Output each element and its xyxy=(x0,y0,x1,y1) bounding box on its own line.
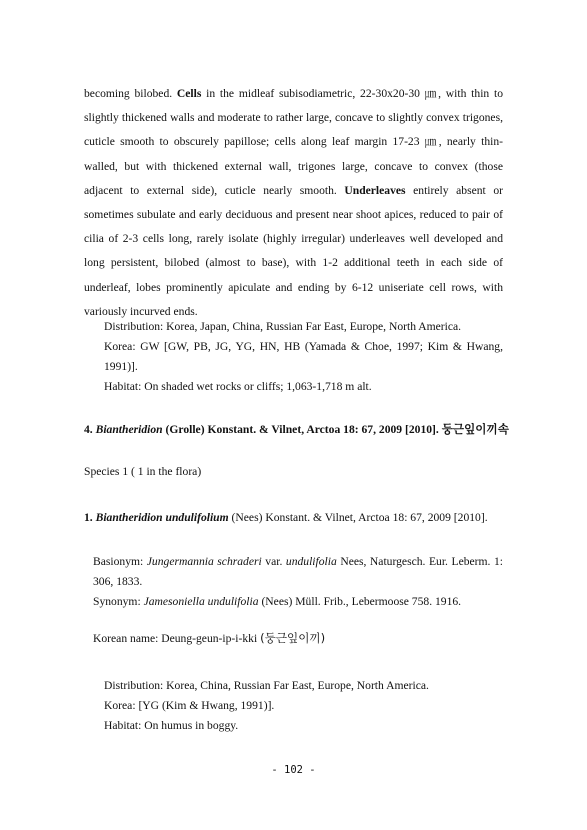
basionym-variety: undulifolia xyxy=(285,555,337,568)
nomenclature-block xyxy=(93,552,503,612)
korean-name-hangul: (둥근잎이끼) xyxy=(260,631,326,645)
basionym-var: var. xyxy=(261,555,286,568)
basionym-label: Basionym: xyxy=(93,555,147,568)
underleaves-heading: Underleaves xyxy=(344,183,406,197)
korea-line: Korea: GW [GW, PB, JG, YG, HN, HB (Yamada & Choe, 1997; Kim & Hwang, 1991)]. xyxy=(104,340,503,373)
basionym-citation: Nees, Naturgesch. Eur. Leberm. 1: 306, 1833. xyxy=(93,555,503,588)
genus-heading xyxy=(84,419,514,440)
species-heading xyxy=(84,508,488,528)
habitat-line: Habitat: On shaded wet rocks or cliffs; 1,063-1,718 m alt. xyxy=(104,380,372,393)
synonym-citation: (Nees) Müll. Frib., Lebermoose 758. 1916. xyxy=(258,595,462,608)
distribution-line: Distribution: Korea, Japan, China, Russian Far East, Europe, North America. xyxy=(104,320,462,333)
genus-number: 4. xyxy=(84,423,96,436)
synonym-name: Jamesoniella undulifolia xyxy=(143,595,259,608)
paragraph-text-1: becoming bilobed. xyxy=(84,87,177,100)
description-paragraph xyxy=(84,82,503,324)
genus-korean-name: 둥근잎이끼속 xyxy=(441,422,509,436)
species-name: Biantheridion undulifolium xyxy=(95,511,229,524)
distribution-block-2 xyxy=(104,676,503,736)
distribution-line-2: Distribution: Korea, China, Russian Far East, Europe, North America. xyxy=(104,679,429,692)
synonym-line xyxy=(93,592,503,612)
basionym-name: Jungermannia schraderi xyxy=(146,555,262,568)
distribution-block-1 xyxy=(104,317,503,397)
synonym-label: Synonym: xyxy=(93,595,144,608)
korea-line-2: Korea: [YG (Kim & Hwang, 1991)]. xyxy=(104,699,275,712)
genus-authority: (Grolle) Konstant. & Vilnet, Arctoa 18: 67, 2009 [2010]. xyxy=(162,423,442,436)
paragraph-text-2: in the midleaf subisodiametric, 22-30x20-30 ㎛, with thin to slightly thickened walls and moderate to rather large, concave to slightly convex trigones, cuticle smooth to obscurely papillose; cells along leaf margin 17-23 ㎛, nearly thin-walled, but with thickened external wall, trigones large, concave to convex (those adjacent to external side), cuticle nearly smooth. xyxy=(84,87,503,197)
paragraph-text-3: entirely absent or sometimes subulate and early deciduous and present near shoot apices, reduced to pair of cilia of 2-3 cells long, rarely isolate (highly irregular) underleaves well developed and long persistent, bilobed (almost to base), with 1-2 additional teeth in each side of underleaf, lobes prominently apiculate and ending by 6-12 uniseriate cell rows, with variously incurved ends. xyxy=(84,183,503,318)
korean-name-line xyxy=(93,628,325,649)
species-number: 1. xyxy=(84,511,96,524)
species-count: Species 1 ( 1 in the flora) xyxy=(84,465,202,478)
species-authority: (Nees) Konstant. & Vilnet, Arctoa 18: 67, 2009 [2010]. xyxy=(228,511,488,524)
genus-name: Biantheridion xyxy=(95,423,163,436)
cells-heading: Cells xyxy=(176,87,202,100)
habitat-line-2: Habitat: On humus in boggy. xyxy=(104,719,239,732)
korean-name-label: Korean name: Deung-geun-ip-i-kki xyxy=(93,632,261,645)
basionym-line xyxy=(93,552,503,592)
page-number: - 102 - xyxy=(271,764,316,776)
